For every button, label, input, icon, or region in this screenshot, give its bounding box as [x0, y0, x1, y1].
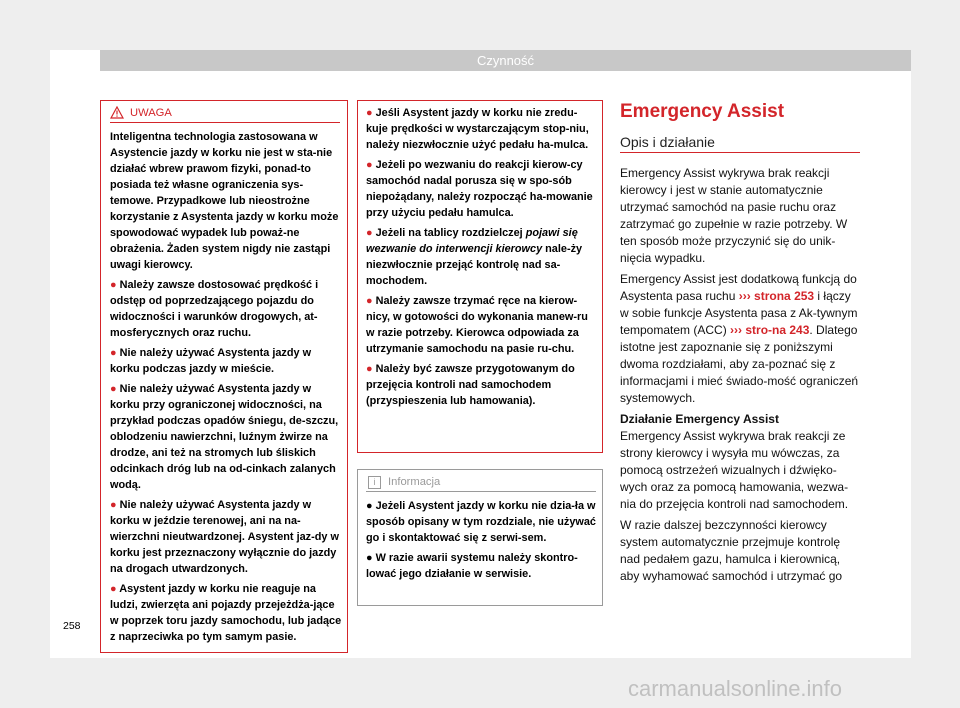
info-icon: i	[368, 476, 381, 489]
warning-bullet: ● Jeżeli na tablicy rozdzielczej pojawi się wezwanie do interwencji kierowcy nale-ży niezwłocznie przejąć kontrolę nad sa-mochodem.	[366, 227, 583, 287]
bullet-icon: ●	[366, 500, 376, 512]
emphasis-text: pojawi się wezwanie do interwencji kierowcy	[366, 227, 578, 255]
info-box	[357, 469, 603, 606]
watermark: carmanualsonline.info	[628, 676, 843, 701]
warning-bullet: ● Jeśli Asystent jazdy w korku nie zredu-kuje prędkości w wystarczającym stop-niu, należy niezwłocznie użyć pedału ha-mulca.	[366, 107, 589, 151]
warning-titlebar	[110, 103, 340, 123]
warning-bullet: ● Należy być zawsze przygotowanym do przejęcia kontroli nad samochodem (przyspieszenia lub hamowania).	[366, 363, 575, 407]
warning-bullet: ● Nie należy używać Asystenta jazdy w korku podczas jazdy w mieście.	[110, 347, 312, 375]
bullet-icon: ●	[366, 107, 376, 119]
info-bullet: ● Jeżeli Asystent jazdy w korku nie dzia-ła w sposób opisany w tym rozdziale, nie używać go i skontaktować się z serwi-sem.	[366, 500, 596, 544]
bullet-icon: ●	[366, 363, 376, 375]
warning-bullet: ● Nie należy używać Asystenta jazdy w korku przy ograniczonej widoczności, na przykład podczas opadów śniegu, de-szczu, oblodzeniu nawierzchni, luźnym żwirze na drodze, ani też na stromych lub śliskich odcinkach dróg lub na od-cinkach zalanych wodą.	[110, 383, 339, 491]
warning-bullet: ● Należy zawsze dostosować prędkość i odstęp od poprzedzającego pojazdu do widoczności i warunków drogowych, at-mosferycznych oraz ruchu.	[110, 279, 319, 339]
section-column	[620, 100, 882, 583]
manual-page	[50, 50, 911, 658]
bullet-icon: ●	[110, 347, 120, 359]
subtitle-divider	[620, 152, 860, 153]
subheading: Działanie Emergency Assist	[620, 412, 779, 426]
bullet-icon: ●	[110, 499, 120, 511]
info-titlebar	[366, 472, 596, 492]
warning-content	[110, 129, 343, 645]
bullet-icon: ●	[366, 552, 376, 564]
page-link[interactable]: ››› stro-na 243	[730, 323, 810, 337]
section-subtitle: Opis i działanie	[620, 134, 715, 150]
bullet-icon: ●	[110, 383, 120, 395]
bullet-icon: ●	[366, 295, 376, 307]
info-title: Informacja	[388, 476, 441, 488]
warning-bullet: ● Asystent jazdy w korku nie reaguje na ludzi, zwierzęta ani pojazdy przejeżdża-jące w poprzek toru jazdy samochodu, lub jadące z naprzeciwka po tym samym pasie.	[110, 583, 342, 643]
warning-continued-box	[357, 100, 603, 453]
warning-triangle-icon	[110, 106, 124, 119]
bullet-icon: ●	[110, 279, 120, 291]
info-bullet: ● W razie awarii systemu należy skontro-lować jego działanie w serwisie.	[366, 552, 578, 580]
warning-intro: Inteligentna technologia zastosowana w Asystencie jazdy w korku nie jest w sta-nie działać wbrew prawom fizyki, ponad-to posiada też własne ograniczenia sys-temowe. Przypadkowe lub nieostrożne korzystanie z Asystenta jazdy w korku może spowodować wypadek lub poważ-ne obrażenia. Żaden system nigdy nie zastąpi uwagi kierowcy.	[110, 131, 339, 271]
warning-continued-content	[366, 105, 598, 409]
bullet-icon: ●	[110, 583, 120, 595]
bullet-icon: ●	[366, 159, 376, 171]
page-header: Czynność	[100, 50, 911, 71]
info-content	[366, 498, 598, 582]
section-title: Emergency Assist	[620, 101, 785, 122]
paragraph: Emergency Assist wykrywa brak reakcji ze strony kierowcy i wysyła mu wówczas, za pomocą ostrzeżeń wizualnych i dźwięko-wych oraz za pomocą hamowania, wezwa-nia do przejęcia kontroli nad samochodem.	[620, 429, 849, 511]
warning-box	[100, 100, 348, 653]
page-number: 258	[63, 620, 81, 632]
warning-bullet: ● Nie należy używać Asystenta jazdy w korku w jeździe terenowej, ani na na-wierzchni nieutwardzonej. Asystent jaz-dy w korku jest przeznaczony wyłącznie do jazdy na drogach utwardzonych.	[110, 499, 339, 575]
paragraph: Emergency Assist wykrywa brak reakcji kierowcy i jest w stanie automatycznie utrzymać samochód na pasie ruchu oraz zatrzymać go zupełnie w razie potrzeby. W ten sposób może przyczynić się do unik-nięcia wypadku.	[620, 166, 848, 265]
warning-bullet: ● Należy zawsze trzymać ręce na kierow-nicy, w gotowości do wykonania manew-ru w razie potrzeby. Kierowca odpowiada za utrzymanie samochodu na pasie ru-chu.	[366, 295, 588, 355]
warning-title: UWAGA	[130, 107, 172, 119]
paragraph: W razie dalszej bezczynności kierowcy system automatycznie przejmuje kontrolę nad pedałem gazu, hamulca i kierownicą, aby wyhamować samochód i utrzymać go	[620, 518, 843, 583]
bullet-icon: ●	[366, 227, 376, 239]
paragraph: Emergency Assist jest dodatkową funkcją do Asystenta pasa ruchu ››› strona 253 i łączy w sobie funkcje Asystenta pasa z Ak-tywnym tempomatem (ACC) ››› stro-na 243. Dlatego istotne jest zapoznanie się z poniższymi dwoma rozdziałami, aby za-poznać się z informacjami i mieć świado-mość ograniczeń systemowych.	[620, 272, 859, 405]
page-link[interactable]: ››› strona 253	[738, 289, 815, 303]
section-body	[620, 165, 860, 585]
warning-bullet: ● Jeżeli po wezwaniu do reakcji kierow-cy samochód nadal porusza się w spo-sób niepożądany, należy rozpocząć ha-mowanie przy użyciu pedału hamulca.	[366, 159, 593, 219]
